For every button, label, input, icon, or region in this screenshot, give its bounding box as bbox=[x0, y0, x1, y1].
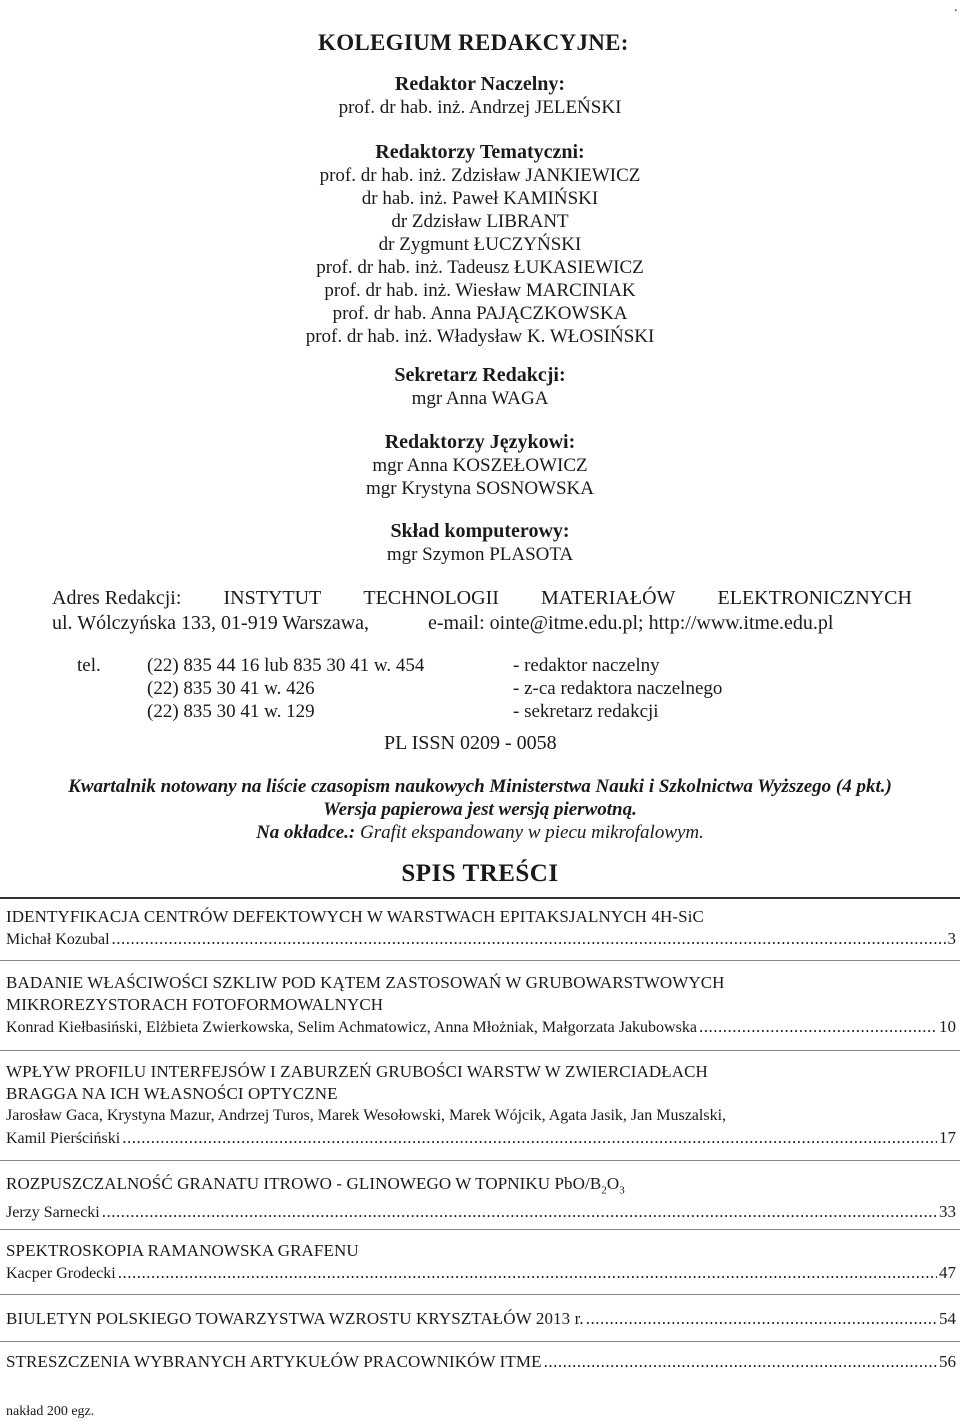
editor-name: mgr Anna WAGA bbox=[411, 388, 549, 409]
divider bbox=[0, 1160, 960, 1161]
quarterly-note: Kwartalnik notowany na liście czasopism naukowych Ministerstwa Nauki i Szkolnictwa Wyższego (4 pkt.) bbox=[68, 776, 892, 797]
article-authors: Michał Kozubal bbox=[6, 931, 110, 948]
divider bbox=[0, 1050, 960, 1051]
article-title: WPŁYW PROFILU INTERFEJSÓW I ZABURZEŃ GRUBOŚCI WARSTW W ZWIERCIADŁACH bbox=[6, 1062, 708, 1081]
toc-entry[interactable] bbox=[6, 1351, 956, 1373]
article-title: STRESZCZENIA WYBRANYCH ARTYKUŁÓW PRACOWNIKÓW ITME bbox=[6, 1352, 542, 1371]
author-line bbox=[6, 928, 956, 951]
street-address: ul. Wólczyńska 133, 01-919 Warszawa, bbox=[52, 612, 370, 634]
editor-in-chief-section bbox=[0, 72, 960, 119]
cover-text: Grafit ekspandowany w piecu mikrofalowym. bbox=[360, 822, 704, 843]
divider bbox=[0, 897, 960, 899]
dot-leader bbox=[699, 1016, 937, 1038]
editor-in-chief-heading: Redaktor Naczelny: bbox=[394, 73, 566, 95]
divider bbox=[0, 1229, 960, 1230]
page-number: 47 bbox=[939, 1263, 956, 1282]
dot-leader bbox=[112, 928, 946, 950]
cover-note bbox=[0, 821, 960, 844]
editor-name: prof. dr hab. inż. Wiesław MARCINIAK bbox=[324, 280, 636, 301]
toc-entry[interactable] bbox=[6, 1308, 956, 1330]
title-line bbox=[6, 1351, 956, 1373]
phone-number: (22) 835 30 41 w. 129 bbox=[147, 701, 315, 722]
issn-number: PL ISSN 0209 - 0058 bbox=[384, 732, 557, 754]
article-authors: Kamil Pierściński bbox=[6, 1130, 121, 1147]
article-authors: Jarosław Gaca, Krystyna Mazur, Andrzej Turos, Marek Wesołowski, Marek Wójcik, Agata Jasik, Jan Muszalski, bbox=[6, 1107, 727, 1124]
divider bbox=[0, 960, 960, 961]
thematic-editors-section bbox=[0, 140, 960, 348]
article-title: BRAGGA NA ICH WŁASNOŚCI OPTYCZNE bbox=[6, 1084, 338, 1103]
page-number: 33 bbox=[939, 1202, 956, 1222]
institute-word: MATERIAŁÓW bbox=[540, 587, 676, 609]
phone-list bbox=[77, 654, 722, 723]
typesetting-section bbox=[0, 519, 960, 566]
editor-name: dr hab. inż. Paweł KAMIŃSKI bbox=[361, 188, 599, 209]
editor-name: dr Zygmunt ŁUCZYŃSKI bbox=[378, 234, 582, 255]
secretary-heading: Sekretarz Redakcji: bbox=[394, 364, 566, 386]
address-line bbox=[52, 586, 912, 611]
article-authors: Jerzy Sarnecki bbox=[6, 1204, 100, 1222]
editor-name: mgr Anna KOSZEŁOWICZ bbox=[372, 455, 588, 476]
contact-line bbox=[52, 611, 912, 636]
page-number: 56 bbox=[939, 1352, 956, 1371]
article-title: MIKROREZYSTORACH FOTOFORMOWALNYCH bbox=[6, 995, 384, 1014]
editor-name: prof. dr hab. inż. Władysław K. WŁOSIŃSKI bbox=[305, 326, 655, 347]
email-and-website: e-mail: ointe@itme.edu.pl; http://www.itme.edu.pl bbox=[428, 612, 834, 634]
title-line bbox=[6, 1308, 956, 1330]
table-of-contents-heading: SPIS TREŚCI bbox=[401, 860, 559, 887]
page-number: 54 bbox=[939, 1309, 956, 1328]
phone-role: - sekretarz redakcji bbox=[513, 701, 659, 722]
toc-entry[interactable] bbox=[6, 1240, 956, 1285]
author-line bbox=[6, 1127, 956, 1150]
journal-notes bbox=[0, 775, 960, 844]
phone-number: (22) 835 30 41 w. 426 bbox=[147, 678, 315, 699]
thematic-editors-heading: Redaktorzy Tematyczni: bbox=[375, 141, 585, 163]
phone-number: (22) 835 44 16 lub 835 30 41 w. 454 bbox=[147, 655, 425, 676]
editorial-board-title: KOLEGIUM REDAKCYJNE: bbox=[318, 30, 629, 55]
phone-row bbox=[77, 700, 722, 723]
divider bbox=[0, 1341, 960, 1342]
print-run-note: nakład 200 egz. bbox=[6, 1404, 95, 1419]
page-number: 17 bbox=[939, 1128, 956, 1147]
dot-leader bbox=[118, 1262, 937, 1284]
corner-mark: . bbox=[954, 0, 958, 15]
author-line bbox=[6, 1016, 956, 1039]
paper-version-note: Wersja papierowa jest wersją pierwotną. bbox=[323, 799, 637, 820]
institute-word: TECHNOLOGII bbox=[363, 587, 499, 609]
institute-word: INSTYTUT bbox=[223, 587, 322, 609]
dot-leader bbox=[586, 1308, 937, 1330]
page-number: 3 bbox=[947, 929, 956, 948]
editor-name: prof. dr hab. inż. Zdzisław JANKIEWICZ bbox=[319, 165, 641, 186]
divider bbox=[0, 1294, 960, 1295]
editor-name: dr Zdzisław LIBRANT bbox=[391, 211, 569, 232]
article-title: SPEKTROSKOPIA RAMANOWSKA GRAFENU bbox=[6, 1241, 359, 1260]
cover-label: Na okładce.: bbox=[256, 822, 356, 843]
institute-word: ELEKTRONICZNYCH bbox=[717, 587, 912, 609]
secretary-section bbox=[0, 363, 960, 410]
dot-leader bbox=[122, 1127, 937, 1149]
dot-leader bbox=[102, 1201, 937, 1223]
author-line bbox=[6, 1262, 956, 1285]
article-authors: Konrad Kiełbasiński, Elżbieta Zwierkowska, Selim Achmatowicz, Anna Młożniak, Małgorzata Jakubowska bbox=[6, 1019, 697, 1036]
author-line bbox=[6, 1201, 956, 1224]
editor-name: mgr Krystyna SOSNOWSKA bbox=[366, 478, 594, 499]
editor-name: prof. dr hab. inż. Tadeusz ŁUKASIEWICZ bbox=[316, 257, 644, 278]
phone-role: - z-ca redaktora naczelnego bbox=[513, 678, 723, 699]
article-title: BADANIE WŁAŚCIWOŚCI SZKLIW POD KĄTEM ZASTOSOWAŃ W GRUBOWARSTWOWYCH bbox=[6, 973, 725, 992]
phone-label: tel. bbox=[77, 655, 101, 676]
phone-row bbox=[77, 654, 722, 677]
article-authors: Kacper Grodecki bbox=[6, 1265, 116, 1282]
editor-name: prof. dr hab. Anna PAJĄCZKOWSKA bbox=[332, 303, 628, 324]
toc-entry[interactable] bbox=[6, 972, 956, 1039]
language-editors-section bbox=[0, 430, 960, 500]
article-title: BIULETYN POLSKIEGO TOWARZYSTWA WZROSTU KRYSZTAŁÓW 2013 r. bbox=[6, 1309, 584, 1328]
language-editors-heading: Redaktorzy Językowi: bbox=[384, 431, 576, 453]
phone-role: - redaktor naczelny bbox=[513, 655, 660, 676]
phone-row bbox=[77, 677, 722, 700]
article-title: ROZPUSZCZALNOŚĆ GRANATU ITROWO - GLINOWEGO W TOPNIKU PbO/$B_2O_3$ bbox=[6, 1174, 625, 1197]
page-number: 10 bbox=[939, 1017, 956, 1036]
toc-entry[interactable] bbox=[6, 1173, 956, 1224]
editorial-address bbox=[52, 586, 912, 636]
address-label: Adres Redakcji: bbox=[52, 587, 182, 609]
toc-entry[interactable] bbox=[6, 906, 956, 951]
article-title: IDENTYFIKACJA CENTRÓW DEFEKTOWYCH W WARSTWACH EPITAKSJALNYCH 4H-SiC bbox=[6, 907, 704, 926]
editor-name: prof. dr hab. inż. Andrzej JELEŃSKI bbox=[338, 97, 622, 118]
dot-leader bbox=[544, 1351, 937, 1373]
editor-name: mgr Szymon PLASOTA bbox=[386, 544, 574, 565]
toc-entry[interactable] bbox=[6, 1061, 956, 1150]
typesetting-heading: Skład komputerowy: bbox=[390, 520, 570, 542]
